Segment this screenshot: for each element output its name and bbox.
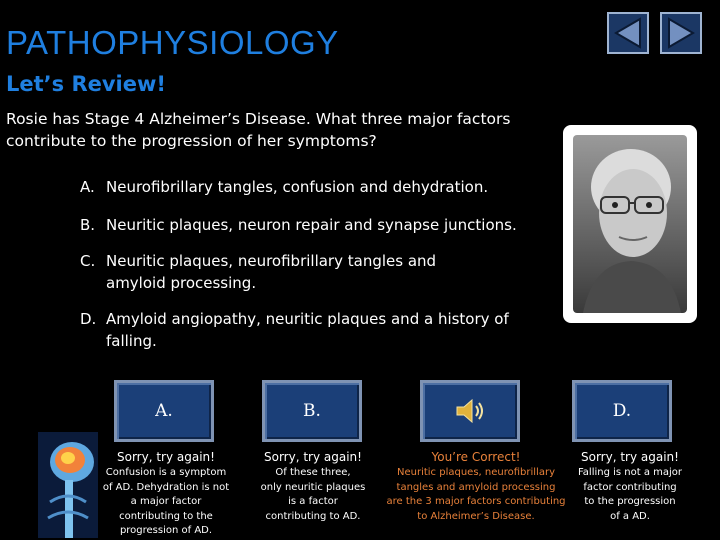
feedback-line: factor contributing	[583, 481, 677, 493]
feedback-b-heading: Sorry, try again!	[264, 450, 362, 464]
option-text: Amyloid angiopathy, neuritic plaques and a history of	[106, 310, 509, 328]
answer-button-label: A.	[155, 401, 173, 421]
option-text: Neuritic plaques, neuron repair and synapse junctions.	[106, 216, 517, 234]
slide-subtitle: Let’s Review!	[6, 72, 166, 96]
feedback-d-heading: Sorry, try again!	[581, 450, 679, 464]
option-text: Neuritic plaques, neurofibrillary tangles and	[106, 252, 437, 270]
patient-photo	[563, 125, 697, 323]
feedback-line: of a AD.	[610, 510, 650, 522]
feedback-line: a major factor	[130, 496, 202, 507]
triangle-right-icon	[664, 16, 698, 50]
option-a	[80, 176, 540, 198]
previous-slide-button[interactable]	[607, 12, 649, 54]
feedback-line: to the progression	[584, 496, 676, 507]
feedback-line: Neuritic plaques, neurofibrillary	[397, 467, 555, 478]
speaker-icon	[453, 396, 487, 426]
feedback-line: tangles and amyloid processing	[396, 481, 556, 493]
feedback-c-heading: You’re Correct!	[431, 450, 521, 464]
answer-c-button[interactable]	[420, 380, 520, 442]
feedback-line: of AD. Dehydration is not	[102, 481, 230, 493]
feedback-line: contributing to the	[119, 510, 213, 522]
question-text: Rosie has Stage 4 Alzheimer’s Disease. What three major factors contribute to the progression of her symptoms?	[6, 110, 511, 150]
feedback-line: only neuritic plaques	[260, 481, 366, 493]
option-letter: C.	[80, 252, 96, 270]
feedback-line: contributing to AD.	[265, 510, 361, 522]
feedback-line: Confusion is a symptom	[105, 467, 227, 478]
feedback-b-text	[233, 466, 393, 524]
answer-a-button[interactable]	[114, 380, 214, 442]
option-c	[80, 250, 540, 294]
option-letter: A.	[80, 178, 95, 196]
answer-b-button[interactable]	[262, 380, 362, 442]
option-text-continued: falling.	[106, 332, 157, 350]
answer-button-label: B.	[303, 401, 321, 421]
feedback-a-heading: Sorry, try again!	[117, 450, 215, 464]
answer-button-label: D.	[612, 401, 632, 421]
answer-d-button[interactable]	[572, 380, 672, 442]
feedback-line: to Alzheimer’s Disease.	[417, 510, 535, 522]
slide-title: PATHOPHYSIOLOGY	[6, 24, 339, 61]
option-letter: D.	[80, 310, 97, 328]
triangle-left-icon	[611, 16, 645, 50]
option-d	[80, 308, 540, 352]
feedback-line: are the 3 major factors contributing	[386, 496, 566, 507]
option-b	[80, 214, 540, 236]
feedback-c-text	[378, 466, 574, 524]
feedback-line: Of these three,	[275, 467, 351, 478]
option-letter: B.	[80, 216, 96, 234]
feedback-line: is a factor	[288, 496, 338, 507]
option-text-continued: amyloid processing.	[106, 274, 257, 292]
feedback-line: progression of AD.	[119, 525, 213, 536]
feedback-d-text	[550, 466, 710, 524]
elderly-woman-portrait	[573, 135, 687, 313]
next-slide-button[interactable]	[660, 12, 702, 54]
feedback-line: Falling is not a major	[577, 467, 683, 478]
option-text: Neurofibrillary tangles, confusion and dehydration.	[106, 178, 489, 196]
feedback-a-text	[86, 466, 246, 539]
